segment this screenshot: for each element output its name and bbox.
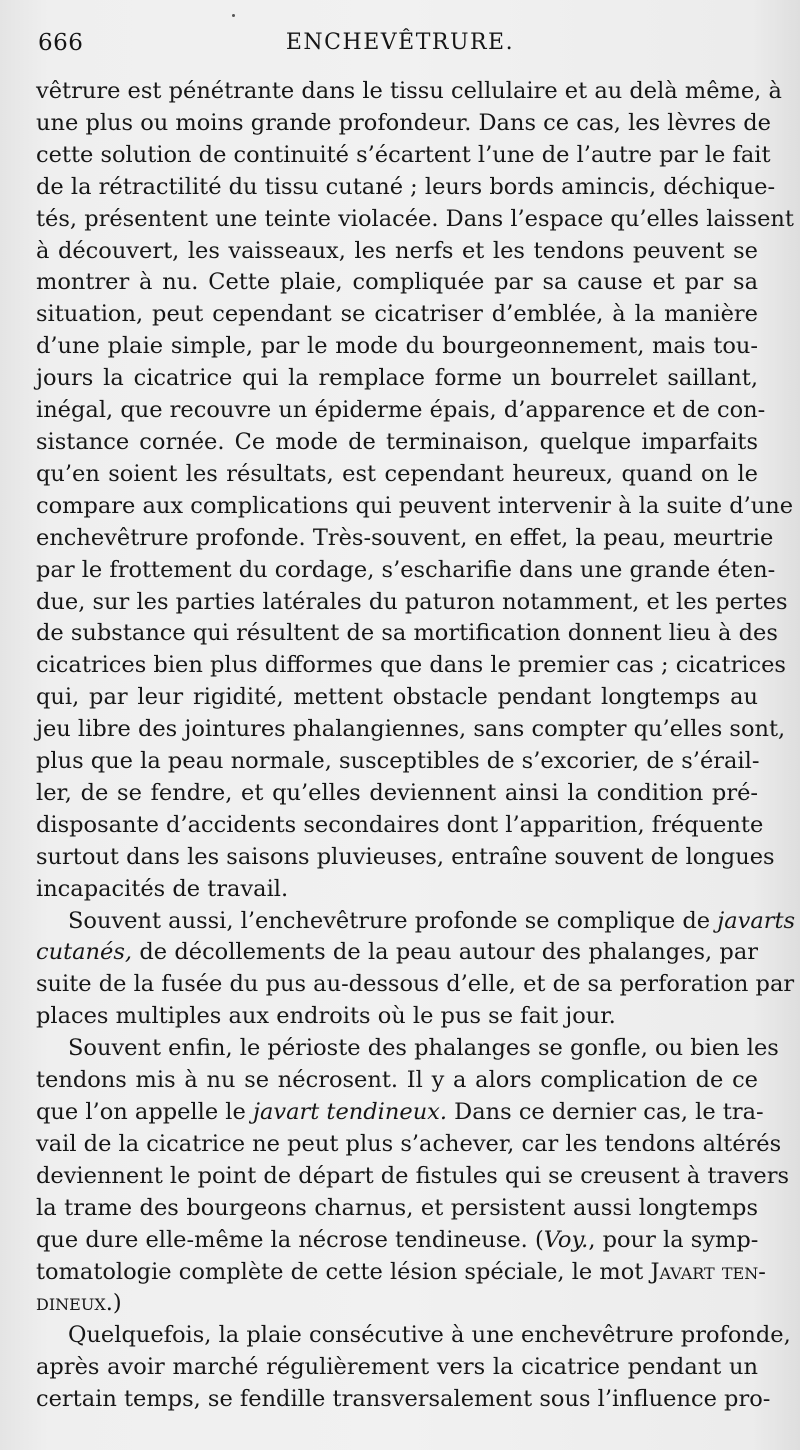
text-line: qu’en soient les résultats, est cependant heureux, quand on le: [36, 460, 758, 487]
text-line: tés, présentent une teinte violacée. Dans l’espace qu’elles laissent: [36, 205, 794, 232]
text-line: due, sur les parties latérales du paturon notamment, et les pertes: [36, 588, 788, 615]
italic-term: cutanés,: [36, 939, 133, 966]
text-line: cicatrices bien plus difformes que dans le premier cas ; cicatrices: [36, 652, 786, 679]
text-line: jeu libre des jointures phalangiennes, sans compter qu’elles sont,: [36, 716, 786, 743]
text-segment: de décollements de la peau autour des phalanges, par: [132, 939, 758, 966]
text-line: [36, 1288, 758, 1320]
text-line: la trame des bourgeons charnus, et persistent aussi longtemps: [36, 1194, 758, 1221]
text-line: [36, 1097, 764, 1129]
text-line: certain temps, se fendille transversalement sous l’influence pro-: [36, 1386, 771, 1413]
text-line: compare aux complications qui peuvent intervenir à la suite d’une: [36, 492, 794, 519]
small-caps-term: Javart ten-: [650, 1258, 766, 1285]
text-line: [36, 906, 796, 938]
text-line: de la rétractilité du tissu cutané ; leurs bords amincis, déchique-: [36, 173, 776, 200]
text-line: disposante d’accidents secondaires dont l’apparition, fréquente: [36, 811, 764, 838]
text-line: plus que la peau normale, susceptibles de s’excorier, de s’érail-: [36, 748, 760, 775]
text-segment: tomatologie complète de cette lésion spéciale, le mot: [36, 1258, 651, 1285]
text-line: incapacités de travail.: [36, 875, 289, 902]
italic-term: javarts: [717, 907, 796, 934]
text-line: tendons mis à nu se nécrosent. Il y a alors complication de ce: [36, 1067, 758, 1094]
text-segment: ): [112, 1290, 122, 1317]
text-line: vail de la cicatrice ne peut plus s’achever, car les tendons altérés: [36, 1130, 782, 1157]
text-line: vêtrure est pénétrante dans le tissu cellulaire et au delà même, à: [36, 78, 782, 104]
text-segment: Souvent aussi, l’enchevêtrure profonde se complique de: [68, 907, 718, 934]
text-line: places multiples aux endroits où le pus se fait jour.: [36, 1003, 616, 1030]
text-line: à découvert, les vaisseaux, les nerfs et les tendons peuvent se: [36, 237, 758, 264]
text-line: par le frottement du cordage, s’escharifie dans une grande éten-: [36, 556, 776, 583]
text-line: une plus ou moins grande profondeur. Dans ce cas, les lèvres de: [36, 109, 771, 136]
text-line: sistance cornée. Ce mode de terminaison, quelque imparfaits: [36, 428, 758, 455]
text-line: jours la cicatrice qui la remplace forme un bourrelet saillant,: [36, 365, 758, 392]
page-number: 666: [38, 30, 84, 56]
text-line: ler, de se fendre, et qu’elles deviennent ainsi la condition pré-: [36, 779, 758, 806]
text-line: inégal, que recouvre un épiderme épais, d’apparence et de con-: [36, 397, 766, 424]
text-line: Quelquefois, la plaie consécutive à une enchevêtrure profonde,: [68, 1322, 791, 1349]
text-line: surtout dans les saisons pluvieuses, entraîne souvent de longues: [36, 843, 775, 870]
text-line: [36, 1225, 758, 1257]
italic-term: javart tendineux.: [252, 1099, 448, 1125]
text-line: de substance qui résultent de sa mortification donnent lieu à des: [36, 620, 778, 647]
text-line: suite de la fusée du pus au-dessous d’elle, et de sa perforation par: [36, 971, 795, 998]
italic-term: Voy.: [543, 1226, 589, 1253]
text-line: situation, peut cependant se cicatriser d’emblée, à la manière: [36, 301, 758, 328]
text-segment: que l’on appelle le: [36, 1099, 253, 1125]
text-line: Souvent enfin, le périoste des phalanges se gonfle, ou bien les: [68, 1035, 779, 1062]
text-line: [36, 1257, 766, 1289]
ink-speck: [232, 14, 235, 17]
small-caps-term: dineux.: [36, 1290, 113, 1317]
text-segment: que dure elle-même la nécrose tendineuse. (: [36, 1226, 544, 1253]
body-text: [36, 76, 796, 1416]
text-line: deviennent le point de départ de fistules qui se creusent à travers: [36, 1162, 790, 1189]
text-line: qui, par leur rigidité, mettent obstacle pendant longtemps au: [36, 684, 758, 711]
text-line: enchevêtrure profonde. Très-souvent, en effet, la peau, meurtrie: [36, 524, 774, 551]
text-line: cette solution de continuité s’écartent l’une de l’autre par le fait: [36, 141, 771, 168]
text-line: d’une plaie simple, par le mode du bourgeonnement, mais tou-: [36, 333, 758, 360]
text-line: [36, 937, 758, 969]
text-line: après avoir marché régulièrement vers la cicatrice pendant un: [36, 1354, 758, 1381]
running-title: ENCHEVÊTRURE.: [285, 30, 515, 55]
text-segment: Dans ce dernier cas, le tra-: [447, 1099, 764, 1125]
text-segment: , pour la symp-: [588, 1226, 759, 1253]
page-header: [38, 30, 762, 64]
text-line: montrer à nu. Cette plaie, compliquée par sa cause et par sa: [36, 269, 758, 296]
